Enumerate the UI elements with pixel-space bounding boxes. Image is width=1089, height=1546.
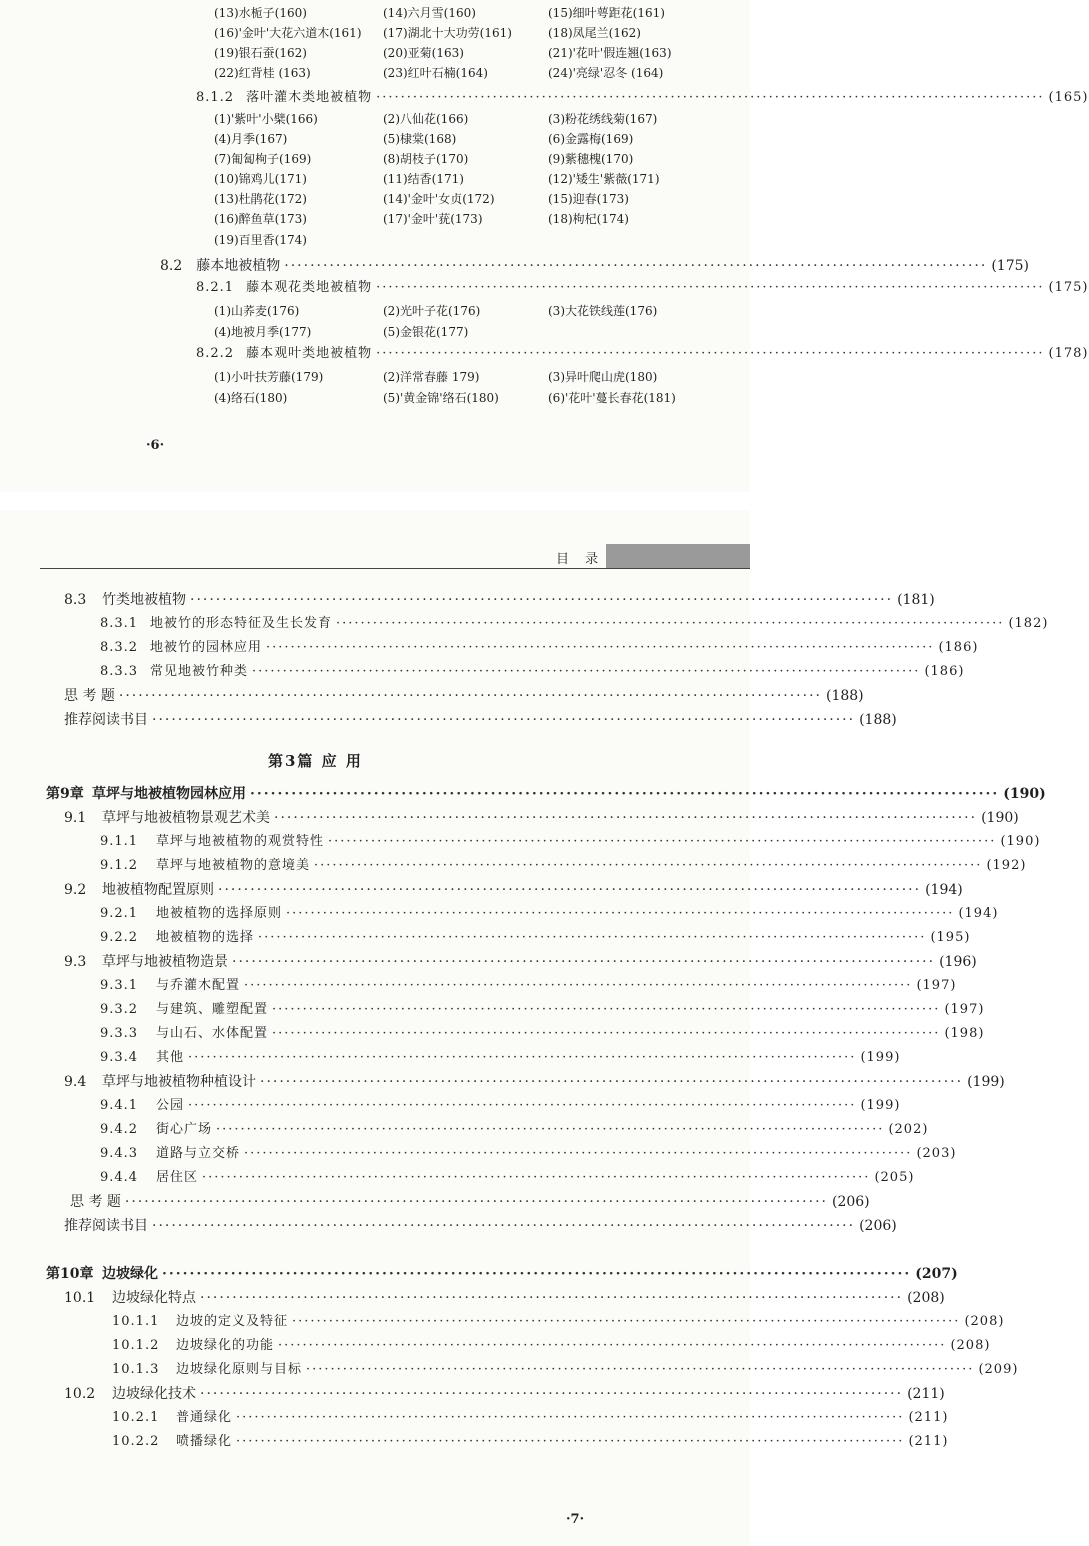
entry-page: (211)	[907, 1386, 945, 1402]
toc-entry-8-2-1[interactable]	[196, 276, 1089, 300]
leader-dots: ·············································································································	[216, 1122, 885, 1137]
species-item: (1)山荞麦(176)	[214, 304, 300, 318]
species-item: (1)小叶扶芳藤(179)	[214, 370, 324, 384]
toc-entry[interactable]	[100, 612, 1049, 636]
toc-entry[interactable]	[100, 830, 1041, 854]
entry-title: 竹类地被植物	[102, 592, 186, 608]
entry-number: 8.3	[64, 592, 87, 608]
leader-dots: ·············································································································	[284, 258, 988, 274]
entry-number: 8.3.1	[100, 616, 139, 631]
entry-number: 9.2.2	[100, 930, 139, 945]
entry-title: 落叶灌木类地被植物	[246, 90, 373, 105]
entry-title: 喷播绿化	[176, 1434, 233, 1449]
leader-dots: ·············································································································	[162, 1266, 912, 1282]
species-item: (6)'花叶'蔓长春花(181)	[548, 391, 676, 405]
toc-entry[interactable]	[100, 974, 957, 998]
toc-entry-8-2-2[interactable]	[196, 342, 1089, 366]
entry-title: 推荐阅读书目	[64, 712, 148, 728]
entry-page: (178)	[1048, 346, 1089, 361]
entry-page: (181)	[897, 592, 935, 608]
entry-title: 边坡绿化	[102, 1266, 158, 1282]
entry-page: (208)	[950, 1338, 991, 1353]
entry-title: 藤本地被植物	[196, 258, 281, 274]
entry-page: (188)	[859, 712, 897, 728]
entry-page: (207)	[915, 1266, 958, 1282]
toc-entry[interactable]	[100, 1166, 915, 1190]
species-item: (14)六月雪(160)	[383, 6, 476, 20]
toc-entry[interactable]	[112, 1334, 991, 1358]
leader-dots: ·············································································································	[274, 810, 978, 826]
toc-entry[interactable]	[100, 660, 965, 684]
leader-dots: ·············································································································	[292, 1314, 961, 1329]
entry-number: 10.1.1	[112, 1314, 160, 1329]
entry-number: 8.2.2	[196, 346, 235, 361]
species-item: (16)醉鱼草(173)	[214, 212, 307, 226]
entry-title: 与乔灌木配置	[156, 978, 241, 993]
entry-page: (190)	[1003, 786, 1046, 802]
toc-entry[interactable]	[64, 878, 963, 902]
entry-page: (199)	[860, 1098, 901, 1113]
entry-page: (188)	[825, 688, 864, 704]
toc-entry[interactable]	[112, 1358, 1019, 1382]
toc-entry[interactable]	[64, 1382, 945, 1406]
leader-dots: ·············································································································	[244, 1146, 913, 1161]
leader-dots: ·············································································································	[124, 1194, 828, 1210]
entry-title: 草坪与地被植物造景	[102, 954, 228, 970]
entry-number: 第9章	[46, 786, 84, 802]
toc-entry[interactable]	[64, 588, 935, 612]
species-item: (22)红背桂 (163)	[214, 66, 311, 80]
leader-dots: ·············································································································	[218, 882, 922, 898]
entry-title: 地被植物的选择	[156, 930, 255, 945]
species-item: (16)'金叶'大花六道木(161)	[214, 26, 362, 40]
entry-page: (175)	[1048, 280, 1089, 295]
species-item: (3)大花铁线莲(176)	[548, 304, 658, 318]
leader-dots: ·············································································································	[272, 1002, 941, 1017]
species-item: (3)粉花绣线菊(167)	[548, 112, 658, 126]
entry-page: (206)	[859, 1218, 897, 1234]
entry-number: 10.2.1	[112, 1410, 160, 1425]
entry-number: 8.1.2	[196, 90, 235, 105]
entry-page: (203)	[916, 1146, 957, 1161]
entry-title: 地被竹的园林应用	[150, 640, 263, 655]
toc-entry-8-1-2[interactable]	[196, 86, 1089, 110]
species-item: (21)'花叶'假连翘(163)	[548, 46, 672, 60]
entry-page: (186)	[938, 640, 979, 655]
entry-page: (165)	[1048, 90, 1089, 105]
species-item: (7)匍匐栒子(169)	[214, 152, 312, 166]
species-item: (2)洋常春藤 179)	[383, 370, 480, 384]
entry-number: 9.3.1	[100, 978, 139, 993]
entry-number: 9.1	[64, 810, 87, 826]
leader-dots: ·············································································································	[200, 1386, 904, 1402]
leader-dots: ·············································································································	[202, 1170, 871, 1185]
leader-dots: ·············································································································	[272, 1026, 941, 1041]
entry-title: 草坪与地被植物景观艺术美	[102, 810, 270, 826]
leader-dots: ·············································································································	[260, 1074, 964, 1090]
leader-dots: ·············································································································	[376, 90, 1045, 105]
entry-title: 常见地被竹种类	[150, 664, 249, 679]
species-item: (17)'金叶'莸(173)	[383, 212, 483, 226]
species-item: (2)八仙花(166)	[383, 112, 469, 126]
species-item: (5)金银花(177)	[383, 325, 469, 339]
entry-page: (192)	[986, 858, 1027, 873]
entry-page: (197)	[944, 1002, 985, 1017]
entry-title: 居住区	[156, 1170, 199, 1185]
toc-entry-8-2[interactable]	[160, 254, 1029, 278]
entry-page: (194)	[958, 906, 999, 921]
leader-dots: ·············································································································	[188, 1050, 857, 1065]
entry-number: 9.3	[64, 954, 87, 970]
species-item: (15)迎春(173)	[548, 192, 629, 206]
species-item: (4)络石(180)	[214, 391, 288, 405]
entry-title: 边坡绿化特点	[112, 1290, 196, 1306]
entry-page: (205)	[874, 1170, 915, 1185]
entry-number: 9.4.2	[100, 1122, 139, 1137]
entry-page: (199)	[967, 1074, 1005, 1090]
entry-page: (209)	[978, 1362, 1019, 1377]
entry-page: (186)	[924, 664, 965, 679]
toc-entry[interactable]	[100, 1142, 957, 1166]
toc-entry[interactable]	[100, 1118, 929, 1142]
leader-dots: ·············································································································	[376, 346, 1045, 361]
toc-entry[interactable]	[100, 1022, 985, 1046]
running-header: 目 录	[556, 552, 605, 567]
entry-title: 草坪与地被植物的意境美	[156, 858, 311, 873]
page-number: ·7·	[566, 1512, 585, 1527]
leader-dots: ·············································································································	[306, 1362, 975, 1377]
toc-page-7	[0, 510, 1049, 1546]
toc-entry[interactable]	[46, 1262, 958, 1286]
entry-number: 9.4.3	[100, 1146, 139, 1161]
entry-title: 普通绿化	[176, 1410, 233, 1425]
entry-title: 地被植物配置原则	[102, 882, 214, 898]
entry-title: 边坡绿化的功能	[176, 1338, 275, 1353]
leader-dots: ·············································································································	[236, 1434, 905, 1449]
species-item: (17)湖北十大功劳(161)	[383, 26, 512, 40]
entry-page: (211)	[908, 1434, 949, 1449]
leader-dots: ·············································································································	[232, 954, 936, 970]
entry-number: 9.4.1	[100, 1098, 139, 1113]
entry-page: (194)	[925, 882, 963, 898]
species-item: (6)金露梅(169)	[548, 132, 634, 146]
entry-title: 道路与立交桥	[156, 1146, 241, 1161]
entry-number: 10.2	[64, 1386, 96, 1402]
entry-page: (175)	[991, 258, 1029, 274]
species-item: (11)结香(171)	[383, 172, 464, 186]
entry-number: 9.1.1	[100, 834, 139, 849]
species-item: (13)水栀子(160)	[214, 6, 307, 20]
toc-entry[interactable]	[70, 1190, 870, 1214]
toc-entry[interactable]	[64, 950, 977, 974]
leader-dots: ·············································································································	[236, 1410, 905, 1425]
entry-number: 第10章	[46, 1266, 94, 1282]
entry-title: 思 考 题	[70, 1194, 121, 1210]
species-item: (12)'矮生'紫薇(171)	[548, 172, 660, 186]
species-item: (18)枸杞(174)	[548, 212, 629, 226]
leader-dots: ·············································································································	[286, 906, 955, 921]
entry-number: 10.1.3	[112, 1362, 160, 1377]
entry-page: (206)	[831, 1194, 870, 1210]
entry-title: 与山石、水体配置	[156, 1026, 269, 1041]
entry-number: 9.2	[64, 882, 87, 898]
entry-number: 8.3.3	[100, 664, 139, 679]
entry-number: 9.1.2	[100, 858, 139, 873]
leader-dots: ·············································································································	[258, 930, 927, 945]
toc-entry[interactable]	[112, 1406, 949, 1430]
entry-number: 8.3.2	[100, 640, 139, 655]
leader-dots: ·············································································································	[188, 1098, 857, 1113]
toc-entry[interactable]	[64, 1070, 1005, 1094]
toc-entry[interactable]	[100, 998, 985, 1022]
species-item: (14)'金叶'女贞(172)	[383, 192, 495, 206]
entry-title: 与建筑、雕塑配置	[156, 1002, 269, 1017]
species-item: (19)百里香(174)	[214, 233, 307, 247]
entry-page: (202)	[888, 1122, 929, 1137]
toc-entry[interactable]	[64, 684, 864, 708]
toc-entry[interactable]	[64, 1286, 945, 1310]
leader-dots: ·············································································································	[152, 1218, 856, 1234]
toc-entry[interactable]	[100, 902, 999, 926]
toc-entry[interactable]	[64, 708, 897, 732]
toc-entry[interactable]	[64, 1214, 897, 1238]
toc-entry[interactable]	[100, 1046, 901, 1070]
entry-page: (208)	[907, 1290, 945, 1306]
entry-page: (195)	[930, 930, 971, 945]
species-item: (24)'亮绿'忍冬 (164)	[548, 66, 664, 80]
species-item: (13)杜鹃花(172)	[214, 192, 307, 206]
toc-entry[interactable]	[100, 854, 1027, 878]
toc-entry[interactable]	[112, 1430, 949, 1454]
leader-dots: ·············································································································	[200, 1290, 904, 1306]
species-item: (1)'紫叶'小檗(166)	[214, 112, 318, 126]
entry-title: 草坪与地被植物园林应用	[92, 786, 246, 802]
species-item: (10)锦鸡儿(171)	[214, 172, 307, 186]
toc-entry[interactable]	[46, 782, 1046, 806]
species-item: (8)胡枝子(170)	[383, 152, 469, 166]
species-item: (15)细叶萼距花(161)	[548, 6, 665, 20]
page-gap	[0, 492, 750, 510]
toc-entry[interactable]	[64, 806, 1019, 830]
toc-page-6	[0, 0, 1089, 492]
species-item: (19)银石蚕(162)	[214, 46, 307, 60]
entry-title: 思 考 题	[64, 688, 115, 704]
species-item: (5)棣棠(168)	[383, 132, 457, 146]
entry-title: 其他	[156, 1050, 185, 1065]
entry-number: 8.2.1	[196, 280, 235, 295]
entry-number: 9.4	[64, 1074, 87, 1090]
entry-title: 推荐阅读书目	[64, 1218, 148, 1234]
species-item: (4)地被月季(177)	[214, 325, 312, 339]
species-item: (2)光叶子花(176)	[383, 304, 481, 318]
entry-title: 草坪与地被植物的观赏特性	[156, 834, 325, 849]
leader-dots: ·············································································································	[314, 858, 983, 873]
part-title: 第3篇 应 用	[268, 752, 363, 770]
entry-title: 地被植物的选择原则	[156, 906, 283, 921]
toc-entry[interactable]	[100, 926, 971, 950]
leader-dots: ·············································································································	[118, 688, 822, 704]
entry-number: 10.1	[64, 1290, 96, 1306]
species-item: (4)月季(167)	[214, 132, 288, 146]
entry-title: 地被竹的形态特征及生长发育	[150, 616, 333, 631]
entry-page: (190)	[981, 810, 1019, 826]
header-rule	[40, 568, 750, 569]
leader-dots: ·············································································································	[252, 664, 921, 679]
species-item: (3)异叶爬山虎(180)	[548, 370, 658, 384]
entry-page: (208)	[964, 1314, 1005, 1329]
entry-title: 街心广场	[156, 1122, 213, 1137]
entry-page: (199)	[860, 1050, 901, 1065]
toc-entry[interactable]	[112, 1310, 1005, 1334]
entry-page: (182)	[1008, 616, 1049, 631]
leader-dots: ·············································································································	[336, 616, 1005, 631]
entry-title: 藤本观叶类地被植物	[246, 346, 373, 361]
entry-title: 公园	[156, 1098, 185, 1113]
entry-number: 9.3.4	[100, 1050, 139, 1065]
leader-dots: ·············································································································	[266, 640, 935, 655]
entry-title: 边坡绿化技术	[112, 1386, 196, 1402]
entry-number: 9.3.3	[100, 1026, 139, 1041]
entry-number: 10.2.2	[112, 1434, 160, 1449]
toc-entry[interactable]	[100, 636, 979, 660]
leader-dots: ·············································································································	[244, 978, 913, 993]
entry-number: 9.3.2	[100, 1002, 139, 1017]
entry-number: 9.4.4	[100, 1170, 139, 1185]
species-item: (20)亚菊(163)	[383, 46, 464, 60]
entry-number: 10.1.2	[112, 1338, 160, 1353]
leader-dots: ·············································································································	[152, 712, 856, 728]
leader-dots: ·············································································································	[376, 280, 1045, 295]
entry-page: (190)	[1000, 834, 1041, 849]
page-number: ·6·	[146, 438, 165, 453]
entry-title: 藤本观花类地被植物	[246, 280, 373, 295]
entry-number: 8.2	[160, 258, 183, 274]
leader-dots: ·············································································································	[328, 834, 997, 849]
entry-page: (211)	[908, 1410, 949, 1425]
entry-title: 草坪与地被植物种植设计	[102, 1074, 256, 1090]
species-item: (5)'黄金锦'络石(180)	[383, 391, 499, 405]
species-item: (23)红叶石楠(164)	[383, 66, 488, 80]
toc-entry[interactable]	[100, 1094, 901, 1118]
entry-title: 边坡的定义及特征	[176, 1314, 289, 1329]
entry-page: (197)	[916, 978, 957, 993]
leader-dots: ·············································································································	[278, 1338, 947, 1353]
entry-number: 9.2.1	[100, 906, 139, 921]
header-bar	[606, 544, 750, 568]
entry-title: 边坡绿化原则与目标	[176, 1362, 303, 1377]
species-item: (18)凤尾兰(162)	[548, 26, 641, 40]
entry-page: (198)	[944, 1026, 985, 1041]
species-item: (9)紫穗槐(170)	[548, 152, 634, 166]
leader-dots: ·············································································································	[190, 592, 894, 608]
entry-page: (196)	[939, 954, 977, 970]
leader-dots: ·············································································································	[250, 786, 1000, 802]
